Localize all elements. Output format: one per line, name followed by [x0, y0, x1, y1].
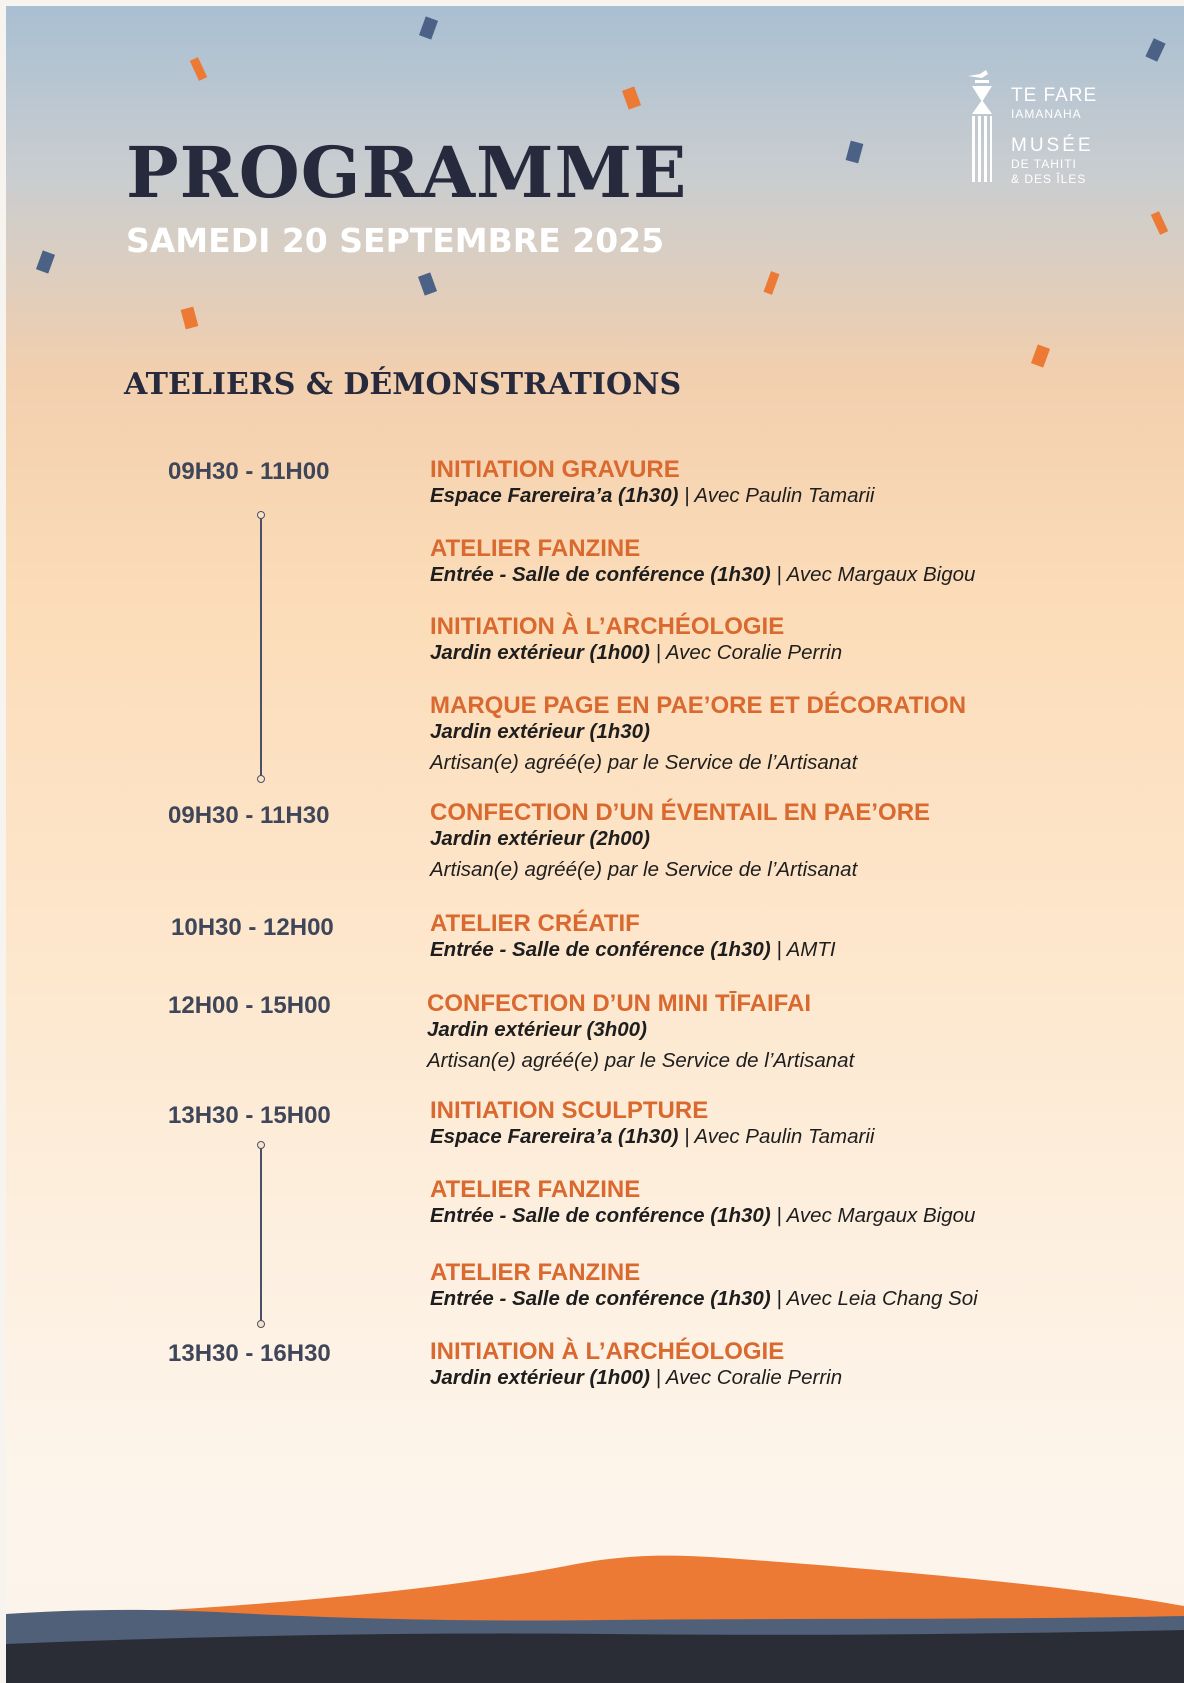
activity-host: AMTI — [786, 938, 836, 961]
confetti-piece — [419, 16, 438, 39]
confetti-piece — [36, 250, 55, 273]
confetti-piece — [764, 271, 780, 295]
separator: | — [770, 1287, 787, 1310]
activity-place: Espace Farereira’a (1h30) — [430, 1125, 679, 1148]
activity-host: Avec Paulin Tamarii — [694, 1125, 875, 1148]
landscape-illustration — [6, 1526, 1184, 1683]
activity-host: Avec Coralie Perrin — [665, 641, 843, 664]
activity-details — [430, 719, 966, 745]
activity-title: ATELIER CRÉATIF — [430, 910, 640, 937]
activity-item — [430, 1259, 978, 1312]
activity-place: Jardin extérieur (1h00) — [430, 1366, 650, 1389]
logo-line-iles: & DES ÎLES — [1011, 172, 1087, 186]
activity-title: ATELIER FANZINE — [430, 1176, 641, 1203]
activity-item — [430, 799, 930, 883]
activity-item — [430, 456, 874, 509]
confetti-piece — [622, 86, 641, 109]
activity-host: Avec Coralie Perrin — [665, 1366, 843, 1389]
activity-title: INITIATION SCULPTURE — [430, 1097, 709, 1124]
event-date: SAMEDI 20 SEPTEMBRE 2025 — [126, 221, 665, 260]
activity-note: Artisan(e) agréé(e) par le Service de l’Artisanat — [427, 1049, 855, 1072]
activity-item — [427, 990, 854, 1074]
confetti-piece — [181, 307, 199, 330]
confetti-piece — [1031, 344, 1050, 367]
time-slot: 10H30 - 12H00 — [171, 914, 334, 941]
time-slot: 13H30 - 16H30 — [168, 1340, 331, 1367]
activity-host: Avec Paulin Tamarii — [694, 484, 875, 507]
confetti-piece — [190, 57, 207, 81]
logo-line-tahiti: DE TAHITI — [1011, 157, 1077, 171]
activity-title: INITIATION GRAVURE — [430, 456, 680, 483]
activity-item — [430, 613, 842, 666]
activity-item — [430, 535, 975, 588]
museum-figure-icon — [962, 68, 1002, 188]
logo-line-musee: MUSÉE — [1011, 135, 1094, 156]
separator: | — [770, 938, 787, 961]
activity-details — [430, 1286, 978, 1312]
activity-details — [430, 826, 930, 852]
activity-host: Avec Margaux Bigou — [786, 563, 976, 586]
activity-place: Entrée - Salle de conférence (1h30) — [430, 1287, 771, 1310]
activity-item — [430, 1176, 975, 1229]
activity-note: Artisan(e) agréé(e) par le Service de l’Artisanat — [430, 751, 858, 774]
confetti-piece — [1145, 38, 1165, 62]
separator: | — [678, 484, 695, 507]
separator: | — [678, 1125, 695, 1148]
activity-details — [427, 1017, 854, 1043]
time-slot: 09H30 - 11H30 — [168, 802, 330, 829]
activity-details — [430, 937, 836, 963]
activity-item — [430, 910, 836, 963]
separator: | — [770, 563, 787, 586]
activity-place: Jardin extérieur (1h30) — [430, 720, 650, 743]
time-slot: 13H30 - 15H00 — [168, 1102, 331, 1129]
activity-place: Entrée - Salle de conférence (1h30) — [430, 1204, 771, 1227]
activity-place: Entrée - Salle de conférence (1h30) — [430, 563, 771, 586]
separator: | — [770, 1204, 787, 1227]
museum-logo — [962, 68, 1098, 188]
activity-item — [430, 1097, 874, 1150]
activity-title: INITIATION À L’ARCHÉOLOGIE — [430, 1338, 785, 1365]
time-slot: 09H30 - 11H00 — [168, 458, 330, 485]
activity-title: CONFECTION D’UN ÉVENTAIL EN PAE’ORE — [430, 799, 931, 826]
confetti-piece — [1151, 211, 1168, 235]
page-title: PROGRAMME — [126, 131, 688, 214]
activity-item — [430, 692, 966, 776]
activity-title: MARQUE PAGE EN PAE’ORE ET DÉCORATION — [430, 692, 967, 719]
activity-item — [430, 1338, 842, 1391]
activity-details — [430, 1124, 874, 1150]
activity-details — [430, 1203, 975, 1229]
activity-details — [430, 640, 842, 666]
activity-title: CONFECTION D’UN MINI TĪFAIFAI — [427, 990, 811, 1017]
activity-place: Jardin extérieur (1h00) — [430, 641, 650, 664]
confetti-piece — [846, 141, 864, 164]
activity-title: ATELIER FANZINE — [430, 1259, 641, 1286]
logo-line-iamanaha: IAMANAHA — [1011, 107, 1082, 121]
timeline-line — [260, 1148, 262, 1322]
activity-place: Jardin extérieur (3h00) — [427, 1018, 647, 1041]
section-heading: ATELIERS & DÉMONSTRATIONS — [124, 367, 682, 402]
activity-title: ATELIER FANZINE — [430, 535, 641, 562]
timeline-line — [260, 518, 262, 776]
activity-place: Entrée - Salle de conférence (1h30) — [430, 938, 771, 961]
confetti-piece — [418, 272, 437, 295]
separator: | — [649, 641, 666, 664]
activity-details — [430, 1365, 842, 1391]
activity-details — [430, 562, 975, 588]
activity-place: Espace Farereira’a (1h30) — [430, 484, 679, 507]
activity-note: Artisan(e) agréé(e) par le Service de l’Artisanat — [430, 858, 858, 881]
poster — [6, 6, 1184, 1683]
activity-place: Jardin extérieur (2h00) — [430, 827, 650, 850]
timeline-dot — [257, 775, 265, 783]
activity-host: Avec Margaux Bigou — [786, 1204, 976, 1227]
activity-host: Avec Leia Chang Soi — [786, 1287, 978, 1310]
activity-title: INITIATION À L’ARCHÉOLOGIE — [430, 613, 785, 640]
time-slot: 12H00 - 15H00 — [168, 992, 331, 1019]
separator: | — [649, 1366, 666, 1389]
activity-details — [430, 483, 874, 509]
timeline-dot — [257, 1320, 265, 1328]
logo-line-te-fare: TE FARE — [1011, 85, 1098, 106]
